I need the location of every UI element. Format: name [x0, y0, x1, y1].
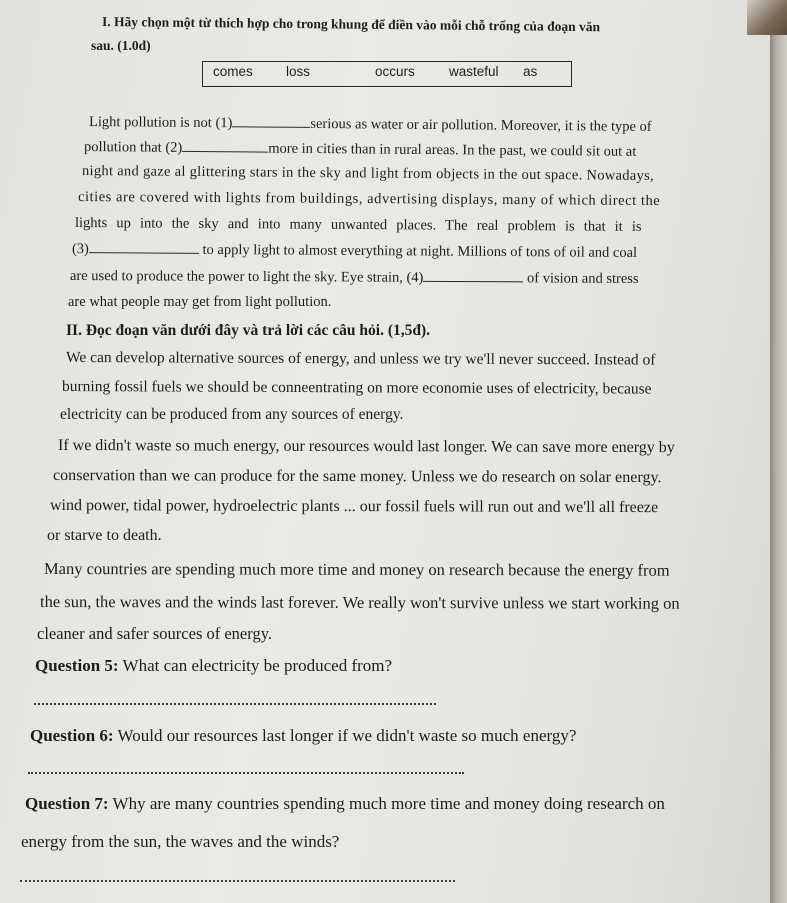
- passage2-line: the sun, the waves and the winds last forever. We really won't survive unless we start working on: [39, 592, 680, 613]
- blank-4[interactable]: [423, 269, 523, 283]
- question-7: Question 7: Why are many countries spending much more time and money doing research on: [25, 794, 665, 813]
- passage2-line: Many countries are spending much more time and money on research because the energy from: [43, 559, 670, 580]
- section1-heading-line1: I. Hãy chọn một từ thích hợp cho trong khung để điền vào mỗi chỗ trống của đoạn văn: [101, 14, 601, 35]
- word-option: comes: [213, 64, 253, 79]
- question-5: Question 5: What can electricity be produced from?: [35, 656, 393, 675]
- background-corner: [747, 0, 787, 35]
- passage2-line: cleaner and safer sources of energy.: [37, 624, 273, 643]
- passage2-line: burning fossil fuels we should be conneentrating on more economie uses of electricity, because: [61, 378, 652, 398]
- answer-line-6[interactable]: [28, 772, 464, 774]
- question-7-line2: energy from the sun, the waves and the winds?: [21, 832, 340, 851]
- blank-1[interactable]: [232, 114, 310, 128]
- word-option: occurs: [375, 64, 415, 79]
- passage1-line: are used to produce the power to light the sky. Eye strain, (4) of vision and stress: [69, 268, 639, 287]
- word-box: [202, 61, 572, 87]
- passage1-line: pollution that (2) more in cities than in rural areas. In the past, we could sit out at: [83, 139, 637, 160]
- blank-3[interactable]: [89, 240, 199, 254]
- question-6: Question 6: Would our resources last longer if we didn't waste so much energy?: [30, 726, 577, 745]
- passage1-line: night and gaze al glittering stars in the sky and light from objects in the out space. Nowadays,: [81, 163, 655, 184]
- answer-line-7[interactable]: [20, 880, 455, 882]
- passage2-line: We can develop alternative sources of energy, and unless we try we'll never succeed. Instead of: [65, 349, 656, 369]
- word-option: loss: [286, 64, 311, 79]
- passage2-line: or starve to death.: [47, 527, 162, 544]
- page-edge: [770, 0, 787, 903]
- word-option: as: [523, 64, 538, 79]
- passage1-line: are what people may get from light pollution.: [68, 294, 332, 310]
- section2-heading: II. Đọc đoạn văn dưới đây và trả lời các câu hỏi. (1,5đ).: [66, 322, 431, 339]
- passage2-line: conservation than we can produce for the same money. Unless we do research on solar energy.: [52, 467, 662, 487]
- passage1-line: Light pollution is not (1) serious as water or air pollution. Moreover, it is the type of: [88, 114, 652, 135]
- blank-2[interactable]: [182, 139, 268, 153]
- passage1-line: (3) to apply light to almost everything at night. Millions of tons of oil and coal: [71, 241, 638, 261]
- passage2-line: wind power, tidal power, hydroelectric plants ... our fossil fuels will run out and we'll all freeze: [49, 497, 659, 517]
- word-option: wasteful: [449, 64, 499, 79]
- section1-heading-line2: sau. (1.0d): [91, 38, 151, 53]
- passage2-line: electricity can be produced from any sources of energy.: [60, 406, 404, 423]
- passage1-line: lights up into the sky and into many unwanted places. The real problem is that it is: [74, 215, 642, 235]
- passage1-line: cities are covered with lights from buildings, advertising displays, many of which direct the: [77, 189, 661, 210]
- passage2-line: If we didn't waste so much energy, our resources would last longer. We can save more energy by: [57, 437, 675, 457]
- answer-line-5[interactable]: [34, 703, 436, 705]
